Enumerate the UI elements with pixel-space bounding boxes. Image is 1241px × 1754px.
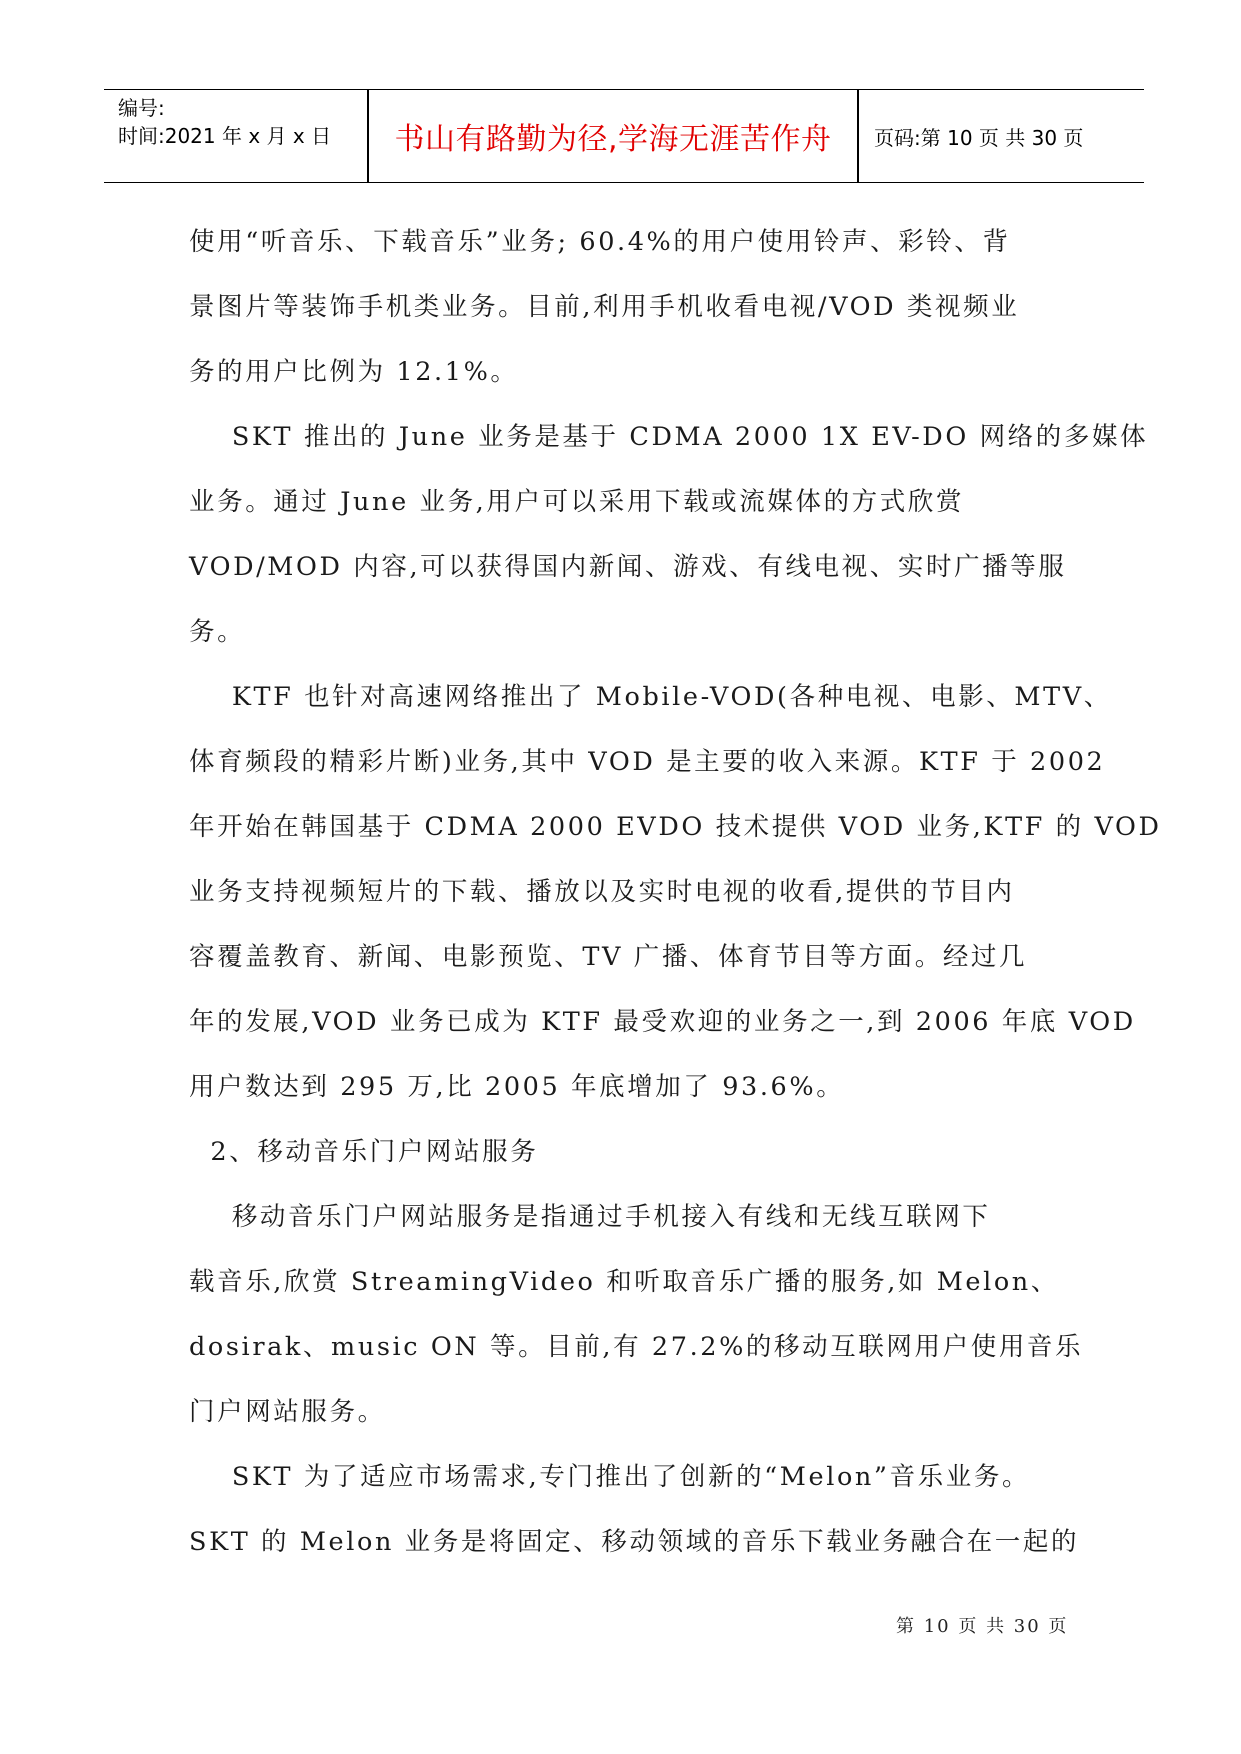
header-divider	[857, 90, 859, 182]
body-line: KTF 也针对高速网络推出了 Mobile-VOD(各种电视、电影、MTV、	[189, 682, 1112, 712]
body-line: 2、移动音乐门户网站服务	[189, 1137, 539, 1167]
body-line: 业务。通过 June 业务,用户可以采用下载或流媒体的方式欣赏	[189, 487, 965, 517]
body-line: VOD/MOD 内容,可以获得国内新闻、游戏、有线电视、实时广播等服	[189, 552, 1067, 582]
header-page-info: 页码:第 10 页 共 30 页	[874, 125, 1084, 150]
page-header	[104, 89, 1144, 183]
body-line: SKT 推出的 June 业务是基于 CDMA 2000 1X EV-DO 网络的多媒体	[189, 422, 1149, 452]
document-time: 时间:2021 年 x 月 x 日	[118, 124, 332, 148]
body-line: 务。	[189, 617, 246, 647]
body-line: 年开始在韩国基于 CDMA 2000 EVDO 技术提供 VOD 业务,KTF 的 VOD	[189, 812, 1162, 842]
body-line: 景图片等装饰手机类业务。目前,利用手机收看电视/VOD 类视频业	[189, 292, 1020, 322]
body-line: 载音乐,欣赏 StreamingVideo 和听取音乐广播的服务,如 Melon、	[189, 1267, 1059, 1297]
header-motto: 书山有路勤为径,学海无涯苦作舟	[394, 122, 832, 157]
body-line: 用户数达到 295 万,比 2005 年底增加了 93.6%。	[189, 1072, 845, 1102]
body-line: 年的发展,VOD 业务已成为 KTF 最受欢迎的业务之一,到 2006 年底 VOD	[189, 1007, 1136, 1037]
body-line: 业务支持视频短片的下载、播放以及实时电视的收看,提供的节目内	[189, 877, 1015, 907]
document-body	[189, 222, 1162, 1587]
body-line: 移动音乐门户网站服务是指通过手机接入有线和无线互联网下	[189, 1202, 991, 1232]
body-line: 体育频段的精彩片断)业务,其中 VOD 是主要的收入来源。KTF 于 2002	[189, 747, 1106, 777]
page-footer: 第 10 页 共 30 页	[896, 1616, 1069, 1637]
body-line: SKT 为了适应市场需求,专门推出了创新的“Melon”音乐业务。	[189, 1462, 1031, 1492]
body-line: dosirak、music ON 等。目前,有 27.2%的移动互联网用户使用音乐	[189, 1332, 1084, 1362]
body-line: 门户网站服务。	[189, 1397, 386, 1427]
body-line: SKT 的 Melon 业务是将固定、移动领域的音乐下载业务融合在一起的	[189, 1527, 1080, 1557]
document-number-label: 编号:	[118, 96, 165, 120]
body-line: 使用“听音乐、下载音乐”业务; 60.4%的用户使用铃声、彩铃、背	[189, 227, 1011, 257]
body-line: 务的用户比例为 12.1%。	[189, 357, 519, 387]
body-line: 容覆盖教育、新闻、电影预览、TV 广播、体育节目等方面。经过几	[189, 942, 1028, 972]
